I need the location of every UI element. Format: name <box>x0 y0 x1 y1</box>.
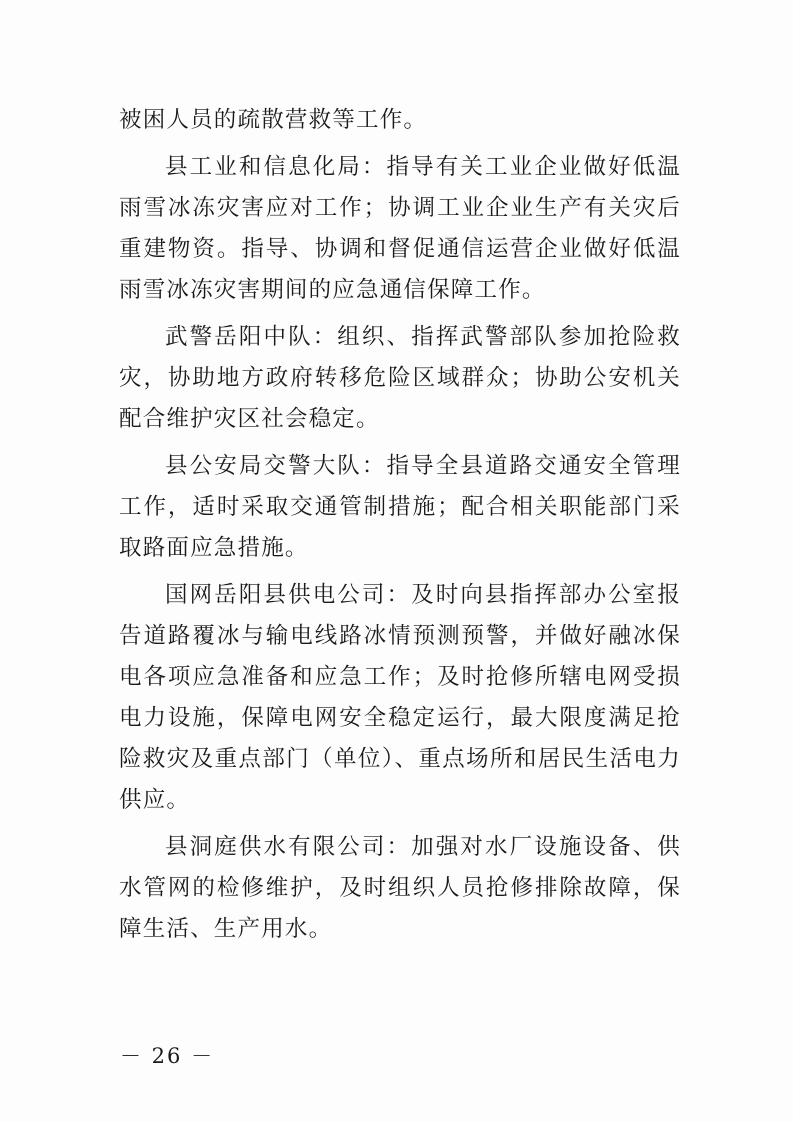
paragraph-armed-police: 武警岳阳中队：组织、指挥武警部队参加抢险救灾，协助地方政府转移危险区域群众；协助公安机关配合维护灾区社会稳定。 <box>119 324 681 432</box>
paragraph-water-supply: 县洞庭供水有限公司：加强对水厂设施设备、供水管网的检修维护，及时组织人员抢修排除故障，保障生活、生产用水。 <box>119 834 681 942</box>
page-number: － 26 － <box>120 1044 215 1068</box>
paragraph-power-supply: 国网岳阳县供电公司：及时向县指挥部办公室报告道路覆冰与输电线路冰情预测预警，并做好融冰保电各项应急准备和应急工作；及时抢修所辖电网受损电力设施，保障电网安全稳定运行，最大限度满足抢险救灾及重点部门（单位）、重点场所和居民生活电力供应。 <box>119 582 681 813</box>
paragraph-rescue-continuation: 被困人员的疏散营救等工作。 <box>119 107 428 133</box>
document-body <box>119 100 681 956</box>
paragraph-traffic-police: 县公安局交警大队：指导全县道路交通安全管理工作，适时采取交通管制措施；配合相关职能部门采取路面应急措施。 <box>119 453 681 561</box>
paragraph-industry-it-bureau: 县工业和信息化局：指导有关工业企业做好低温雨雪冰冻灾害应对工作；协调工业企业生产有关灾后重建物资。指导、协调和督促通信运营企业做好低温雨雪冰冻灾害期间的应急通信保障工作。 <box>119 154 681 303</box>
